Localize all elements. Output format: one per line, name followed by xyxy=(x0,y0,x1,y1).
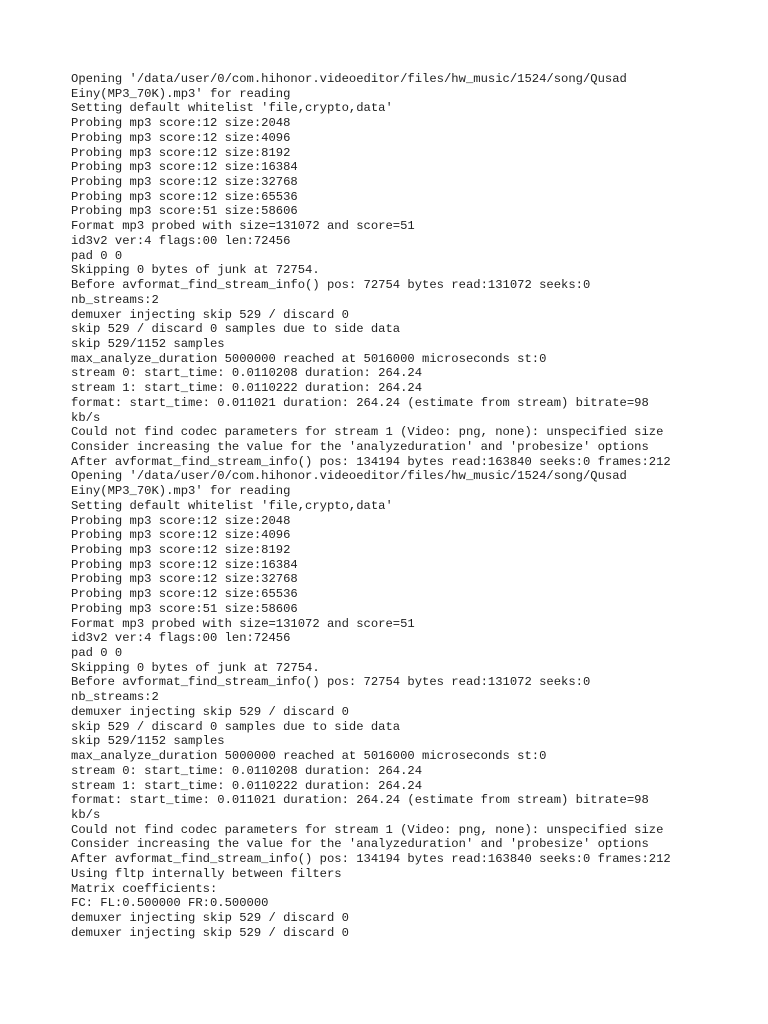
log-line: Einy(MP3_70K).mp3' for reading xyxy=(71,86,291,101)
log-line: Probing mp3 score:12 size:8192 xyxy=(71,543,291,557)
log-line: skip 529 / discard 0 samples due to side data xyxy=(71,322,401,337)
log-line: Probing mp3 score:12 size:16384 xyxy=(71,557,298,572)
log-line: skip 529/1152 samples xyxy=(71,336,225,351)
log-line: Einy(MP3_70K).mp3' for reading xyxy=(71,484,291,499)
log-line: Probing mp3 score:12 size:65536 xyxy=(71,587,298,602)
log-line: stream 0: start_time: 0.0110208 duration: 264.24 xyxy=(71,366,423,381)
log-line: After avformat_find_stream_info() pos: 134194 bytes read:163840 seeks:0 frames:212 xyxy=(71,852,671,867)
log-line: demuxer injecting skip 529 / discard 0 xyxy=(71,925,349,940)
log-line: demuxer injecting skip 529 / discard 0 xyxy=(71,704,349,719)
log-line: Setting default whitelist 'file,crypto,data' xyxy=(71,101,393,116)
log-line: Probing mp3 score:12 size:4096 xyxy=(71,130,291,145)
log-line: Consider increasing the value for the 'analyzeduration' and 'probesize' options xyxy=(71,439,649,454)
log-text-block xyxy=(71,72,711,940)
log-line: Probing mp3 score:12 size:32768 xyxy=(71,572,298,587)
log-line: Probing mp3 score:12 size:65536 xyxy=(71,189,298,204)
log-line: Skipping 0 bytes of junk at 72754. xyxy=(71,660,320,675)
log-line: Opening '/data/user/0/com.hihonor.videoeditor/files/hw_music/1524/song/Qusad xyxy=(71,469,627,484)
log-line: nb_streams:2 xyxy=(71,690,159,705)
log-line: skip 529 / discard 0 samples due to side data xyxy=(71,719,401,734)
log-line: Could not find codec parameters for stream 1 (Video: png, none): unspecified size xyxy=(71,822,664,837)
log-line: stream 1: start_time: 0.0110222 duration: 264.24 xyxy=(71,778,423,793)
log-line: Probing mp3 score:12 size:4096 xyxy=(71,528,291,543)
log-line: Probing mp3 score:51 size:58606 xyxy=(71,601,298,616)
log-line: Before avformat_find_stream_info() pos: 72754 bytes read:131072 seeks:0 xyxy=(71,675,591,690)
log-line: Skipping 0 bytes of junk at 72754. xyxy=(71,263,320,278)
log-line: stream 0: start_time: 0.0110208 duration: 264.24 xyxy=(71,763,423,778)
log-line: Probing mp3 score:12 size:2048 xyxy=(71,513,291,528)
log-line: pad 0 0 xyxy=(71,248,123,263)
log-line: kb/s xyxy=(71,410,101,425)
log-line: Consider increasing the value for the 'analyzeduration' and 'probesize' options xyxy=(71,837,649,852)
log-line: id3v2 ver:4 flags:00 len:72456 xyxy=(71,233,291,248)
log-line: Probing mp3 score:12 size:2048 xyxy=(71,116,291,131)
log-line: Using fltp internally between filters xyxy=(71,866,342,881)
log-line: Setting default whitelist 'file,crypto,data' xyxy=(71,498,393,513)
log-line: Format mp3 probed with size=131072 and score=51 xyxy=(71,616,415,631)
log-line: Format mp3 probed with size=131072 and score=51 xyxy=(71,219,415,234)
log-line: id3v2 ver:4 flags:00 len:72456 xyxy=(71,631,291,646)
log-line: stream 1: start_time: 0.0110222 duration: 264.24 xyxy=(71,381,423,396)
log-line: demuxer injecting skip 529 / discard 0 xyxy=(71,910,349,925)
log-line: Probing mp3 score:12 size:32768 xyxy=(71,175,298,190)
log-line: pad 0 0 xyxy=(71,646,123,661)
log-line: format: start_time: 0.011021 duration: 264.24 (estimate from stream) bitrate=98 xyxy=(71,395,649,410)
log-line: Opening '/data/user/0/com.hihonor.videoeditor/files/hw_music/1524/song/Qusad xyxy=(71,72,627,86)
log-line: nb_streams:2 xyxy=(71,292,159,307)
log-line: format: start_time: 0.011021 duration: 264.24 (estimate from stream) bitrate=98 xyxy=(71,793,649,808)
log-line: Probing mp3 score:12 size:16384 xyxy=(71,160,298,175)
log-line: Before avformat_find_stream_info() pos: 72754 bytes read:131072 seeks:0 xyxy=(71,278,591,293)
log-line: max_analyze_duration 5000000 reached at 5016000 microseconds st:0 xyxy=(71,749,547,764)
log-line: max_analyze_duration 5000000 reached at 5016000 microseconds st:0 xyxy=(71,351,547,366)
log-line: kb/s xyxy=(71,807,101,822)
log-line: Probing mp3 score:51 size:58606 xyxy=(71,204,298,219)
log-line: demuxer injecting skip 529 / discard 0 xyxy=(71,307,349,322)
log-line: Matrix coefficients: xyxy=(71,881,218,896)
log-line: After avformat_find_stream_info() pos: 134194 bytes read:163840 seeks:0 frames:212 xyxy=(71,454,671,469)
log-line: FC: FL:0.500000 FR:0.500000 xyxy=(71,896,269,911)
log-line: skip 529/1152 samples xyxy=(71,734,225,749)
log-line: Could not find codec parameters for stream 1 (Video: png, none): unspecified size xyxy=(71,425,664,440)
log-line: Probing mp3 score:12 size:8192 xyxy=(71,145,291,160)
